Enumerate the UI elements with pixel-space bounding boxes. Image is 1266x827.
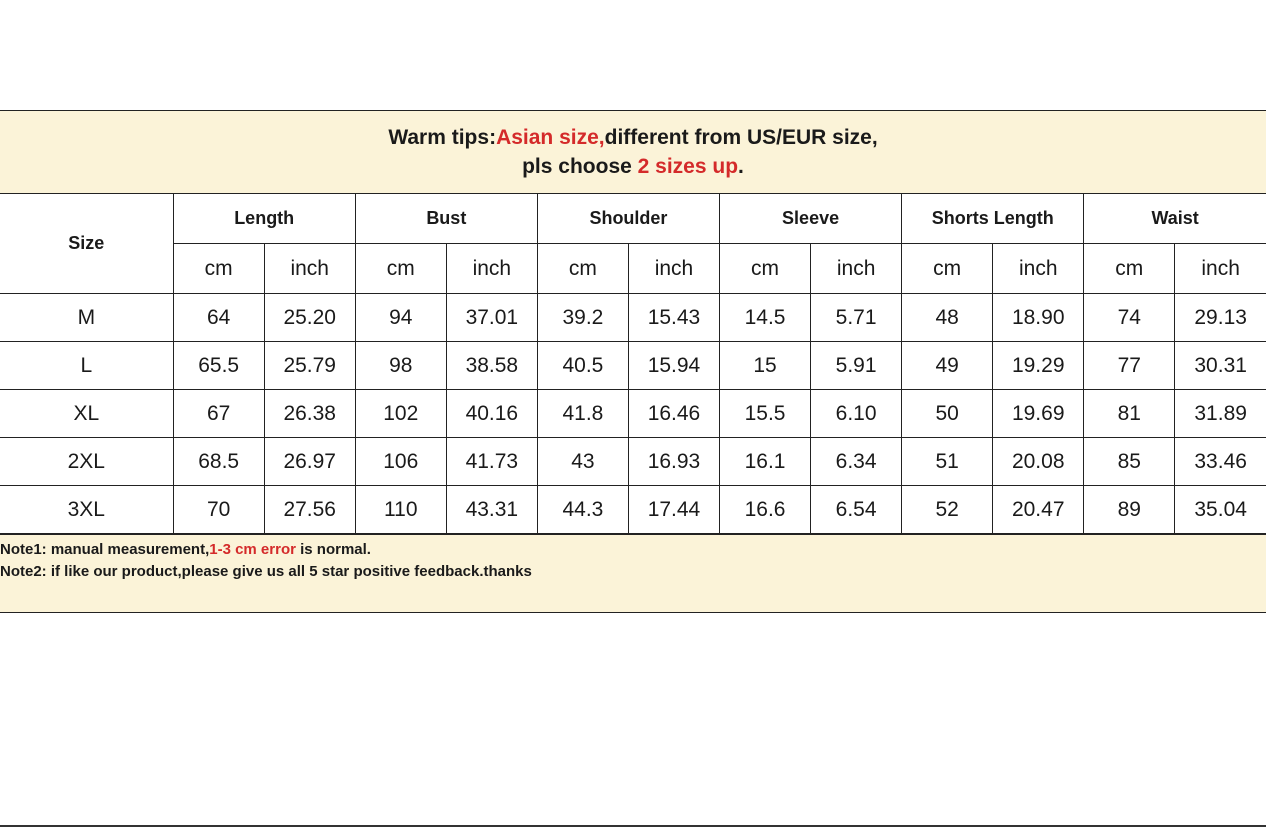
- measurement-cell: 15.5: [720, 390, 811, 438]
- measurement-cell: 19.29: [993, 342, 1084, 390]
- measurement-cell: 31.89: [1175, 390, 1266, 438]
- measurement-cell: 5.91: [811, 342, 902, 390]
- measurement-cell: 110: [355, 486, 446, 534]
- measurement-cell: 40.16: [446, 390, 537, 438]
- note-2: Note2: if like our product,please give us all 5 star positive feedback.thanks: [0, 563, 532, 580]
- table-row: [0, 342, 1266, 390]
- note-1-suffix: is normal.: [295, 541, 371, 558]
- unit-header-inch: inch: [993, 244, 1084, 294]
- unit-header-inch: inch: [811, 244, 902, 294]
- table-row: [0, 390, 1266, 438]
- measurement-cell: 35.04: [1175, 486, 1266, 534]
- table-body: [0, 294, 1266, 534]
- size-chart: [0, 110, 1266, 613]
- measurement-cell: 40.5: [537, 342, 628, 390]
- measurement-cell: 16.93: [628, 438, 719, 486]
- warm-tips-line-2: [522, 152, 744, 181]
- measurement-cell: 64: [173, 294, 264, 342]
- measurement-cell: 6.54: [811, 486, 902, 534]
- note-1: [0, 539, 1266, 561]
- measurement-cell: 27.56: [264, 486, 355, 534]
- measurement-cell: 17.44: [628, 486, 719, 534]
- measurement-cell: 43.31: [446, 486, 537, 534]
- measurement-cell: 41.73: [446, 438, 537, 486]
- measurement-cell: 25.79: [264, 342, 355, 390]
- measurement-cell: 16.46: [628, 390, 719, 438]
- measurement-cell: 50: [902, 390, 993, 438]
- unit-header-inch: inch: [628, 244, 719, 294]
- unit-header-inch: inch: [446, 244, 537, 294]
- tips-sizes-up-highlight: 2 sizes up: [637, 155, 739, 178]
- group-header-shorts-length: Shorts Length: [902, 194, 1084, 244]
- measurement-cell: 6.34: [811, 438, 902, 486]
- measurement-cell: 26.97: [264, 438, 355, 486]
- size-cell: XL: [0, 390, 173, 438]
- measurement-cell: 106: [355, 438, 446, 486]
- measurement-cell: 39.2: [537, 294, 628, 342]
- measurement-cell: 94: [355, 294, 446, 342]
- measurement-cell: 48: [902, 294, 993, 342]
- measurement-cell: 29.13: [1175, 294, 1266, 342]
- measurement-cell: 44.3: [537, 486, 628, 534]
- group-header-waist: Waist: [1084, 194, 1266, 244]
- unit-header-cm: cm: [537, 244, 628, 294]
- measurement-cell: 74: [1084, 294, 1175, 342]
- measurement-cell: 68.5: [173, 438, 264, 486]
- size-column-header: Size: [0, 194, 173, 294]
- unit-header-cm: cm: [355, 244, 446, 294]
- table-header: [0, 194, 1266, 294]
- table-row: [0, 294, 1266, 342]
- table-row: [0, 438, 1266, 486]
- measurement-cell: 65.5: [173, 342, 264, 390]
- measurement-cell: 38.58: [446, 342, 537, 390]
- measurement-cell: 102: [355, 390, 446, 438]
- unit-header-cm: cm: [720, 244, 811, 294]
- unit-header-inch: inch: [1175, 244, 1266, 294]
- measurement-cell: 20.08: [993, 438, 1084, 486]
- group-header-sleeve: Sleeve: [720, 194, 902, 244]
- measurement-cell: 6.10: [811, 390, 902, 438]
- group-header-bust: Bust: [355, 194, 537, 244]
- measurement-cell: 41.8: [537, 390, 628, 438]
- measurement-cell: 15.43: [628, 294, 719, 342]
- group-header-shoulder: Shoulder: [537, 194, 719, 244]
- group-header-row: [0, 194, 1266, 244]
- measurement-cell: 20.47: [993, 486, 1084, 534]
- measurement-cell: 25.20: [264, 294, 355, 342]
- measurement-cell: 37.01: [446, 294, 537, 342]
- measurement-cell: 16.1: [720, 438, 811, 486]
- measurement-cell: 52: [902, 486, 993, 534]
- size-table: [0, 194, 1266, 534]
- measurement-cell: 49: [902, 342, 993, 390]
- measurement-cell: 85: [1084, 438, 1175, 486]
- group-header-length: Length: [173, 194, 355, 244]
- size-cell: 2XL: [0, 438, 173, 486]
- measurement-cell: 26.38: [264, 390, 355, 438]
- unit-header-cm: cm: [902, 244, 993, 294]
- note-1-highlight: 1-3 cm error: [209, 541, 296, 558]
- table-row: [0, 486, 1266, 534]
- size-cell: M: [0, 294, 173, 342]
- tips-period: .: [738, 155, 744, 178]
- warm-tips-line-1: [388, 123, 877, 152]
- tips-prefix: Warm tips:: [388, 126, 497, 149]
- measurement-cell: 30.31: [1175, 342, 1266, 390]
- note-1-prefix: Note1: manual measurement,: [0, 541, 210, 558]
- unit-header-row: [0, 244, 1266, 294]
- unit-header-cm: cm: [1084, 244, 1175, 294]
- measurement-cell: 5.71: [811, 294, 902, 342]
- size-cell: L: [0, 342, 173, 390]
- tips-choose-prefix: pls choose: [522, 155, 638, 178]
- warm-tips-banner: [0, 111, 1266, 194]
- measurement-cell: 43: [537, 438, 628, 486]
- measurement-cell: 18.90: [993, 294, 1084, 342]
- measurement-cell: 14.5: [720, 294, 811, 342]
- measurement-cell: 19.69: [993, 390, 1084, 438]
- measurement-cell: 33.46: [1175, 438, 1266, 486]
- tips-asian-size-highlight: Asian size,: [496, 126, 605, 149]
- measurement-cell: 51: [902, 438, 993, 486]
- measurement-cell: 98: [355, 342, 446, 390]
- notes-banner: [0, 534, 1266, 612]
- measurement-cell: 67: [173, 390, 264, 438]
- size-cell: 3XL: [0, 486, 173, 534]
- unit-header-inch: inch: [264, 244, 355, 294]
- measurement-cell: 70: [173, 486, 264, 534]
- measurement-cell: 89: [1084, 486, 1175, 534]
- tips-suffix: different from US/EUR size,: [604, 126, 878, 149]
- measurement-cell: 16.6: [720, 486, 811, 534]
- measurement-cell: 81: [1084, 390, 1175, 438]
- unit-header-cm: cm: [173, 244, 264, 294]
- measurement-cell: 15.94: [628, 342, 719, 390]
- measurement-cell: 15: [720, 342, 811, 390]
- measurement-cell: 77: [1084, 342, 1175, 390]
